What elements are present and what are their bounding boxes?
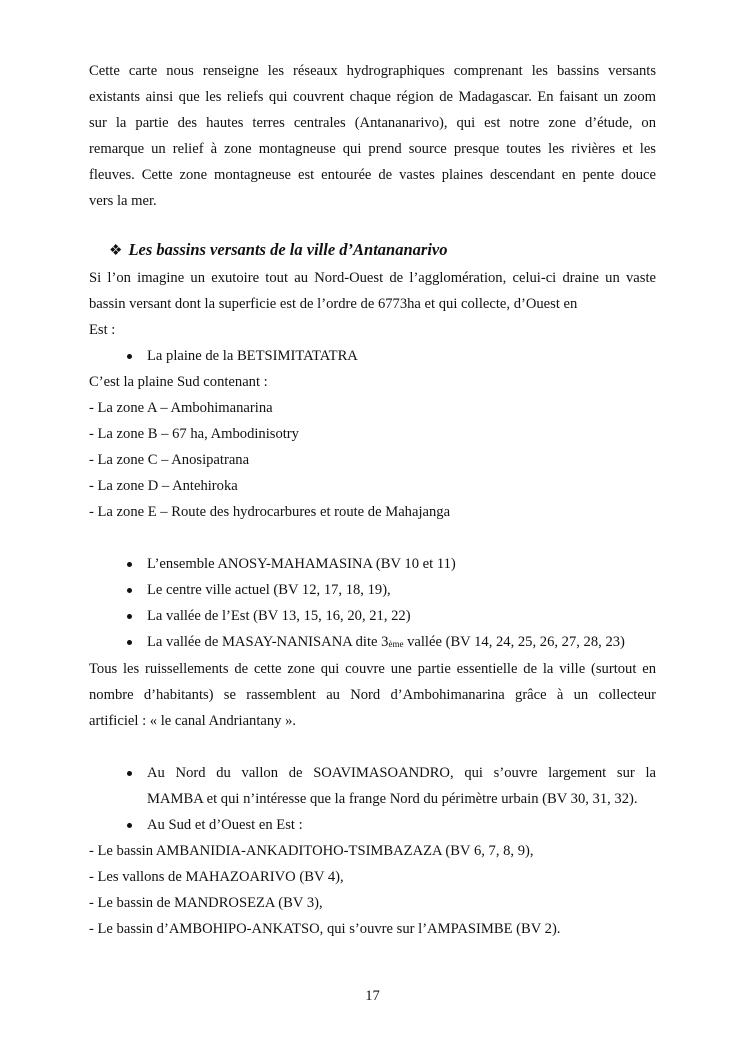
bullet-icon [127,614,132,619]
text-line: artificiel : « le canal Andriantany ». [89,713,297,729]
text-line: existants ainsi que les reliefs qui couvrent chaque région de Madagascar. En faisant un zoom [89,89,656,105]
bassin-item: - Le bassin de MANDROSEZA (BV 3), [89,895,323,911]
zone-item: - La zone D – Antehiroka [89,478,238,494]
text-line: fleuves. Cette zone montagneuse est entourée de vastes plaines descendant en pente douce [89,167,656,183]
ruissellement-paragraph [89,656,656,734]
list-item [89,577,656,603]
bullet-icon [127,588,132,593]
bassin-item: - Les vallons de MAHAZOARIVO (BV 4), [89,869,344,885]
list-item [89,551,656,577]
list-item [89,760,656,786]
superscript: ème [388,639,404,649]
list-item-text: Le centre ville actuel (BV 12, 17, 18, 19), [147,582,391,598]
text-line: vers la mer. [89,193,157,209]
zone-item: - La zone B – 67 ha, Ambodinisotry [89,426,299,442]
bassin-list [89,838,656,942]
text-line: Si l’on imagine un exutoire tout au Nord-Ouest de l’agglomération, celui-ci draine un vaste [89,270,656,286]
list-item-continuation: MAMBA et qui n’intéresse que la frange Nord du périmètre urbain (BV 30, 31, 32). [147,791,638,807]
zone-item: - La zone C – Anosipatrana [89,452,250,468]
section-heading-text: Les bassins versants de la ville d’Antananarivo [128,240,448,259]
list-item-text: La vallée de l’Est (BV 13, 15, 16, 20, 21, 22) [147,608,411,624]
text-line: sur la partie des hautes terres centrales (Antananarivo), qui est notre zone d’étude, on [89,115,656,131]
document-page [89,58,656,942]
bullet-icon [127,354,132,359]
basin-intro-paragraph [89,265,656,343]
bullet-list-3 [89,760,656,838]
bassin-item: - Le bassin AMBANIDIA-ANKADITOHO-TSIMBAZAZA (BV 6, 7, 8, 9), [89,843,534,859]
list-item [89,343,656,369]
text-line: bassin versant dont la superficie est de l’ordre de 6773ha et qui collecte, d’Ouest en [89,296,578,312]
bullet-icon [127,823,132,828]
diamond-bullet-icon: ❖ [109,243,123,259]
bassin-item: - Le bassin d’AMBOHIPO-ANKATSO, qui s’ouvre sur l’AMPASIMBE (BV 2). [89,921,561,937]
bullet-icon [127,562,132,567]
page-number: 17 [365,988,380,1004]
text-line: Tous les ruissellements de cette zone qui couvre une partie essentielle de la ville (surtout en [89,661,656,677]
zone-item: - La zone E – Route des hydrocarbures et route de Mahajanga [89,504,451,520]
text-line: remarque un relief à zone montagneuse qui prend source presque toutes les rivières et les [89,141,656,157]
list-item-text: vallée (BV 14, 24, 25, 26, 27, 28, 23) [403,634,625,650]
list-item-text: Au Sud et d’Ouest en Est : [147,817,303,833]
list-item [89,603,656,629]
list-item-text: La plaine de la BETSIMITATATRA [147,348,358,364]
list-item-text: La vallée de MASAY-NANISANA dite 3 [147,634,389,650]
list-item [89,812,656,838]
text-line: Est : [89,322,116,338]
intro-paragraph [89,58,656,214]
zone-list [89,395,656,525]
list-item [89,629,656,656]
bullet-icon [127,771,132,776]
zone-item: - La zone A – Ambohimanarina [89,400,273,416]
bullet-icon [127,640,132,645]
bullet-list-2 [89,551,656,656]
section-heading [89,236,656,265]
text-line: Cette carte nous renseigne les réseaux hydrographiques comprenant les bassins versants [89,63,656,79]
list-item-text: L’ensemble ANOSY-MAHAMASINA (BV 10 et 11) [147,556,456,572]
plaine-sud-label: C’est la plaine Sud contenant : [89,374,268,390]
spacer [89,525,656,551]
text-line: nombre d’habitants) se rassemblent au Nord d’Ambohimanarina grâce à un collecteur [89,687,656,703]
list-item-text: Au Nord du vallon de SOAVIMASOANDRO, qui s’ouvre largement sur la [147,765,656,781]
spacer [89,734,656,760]
